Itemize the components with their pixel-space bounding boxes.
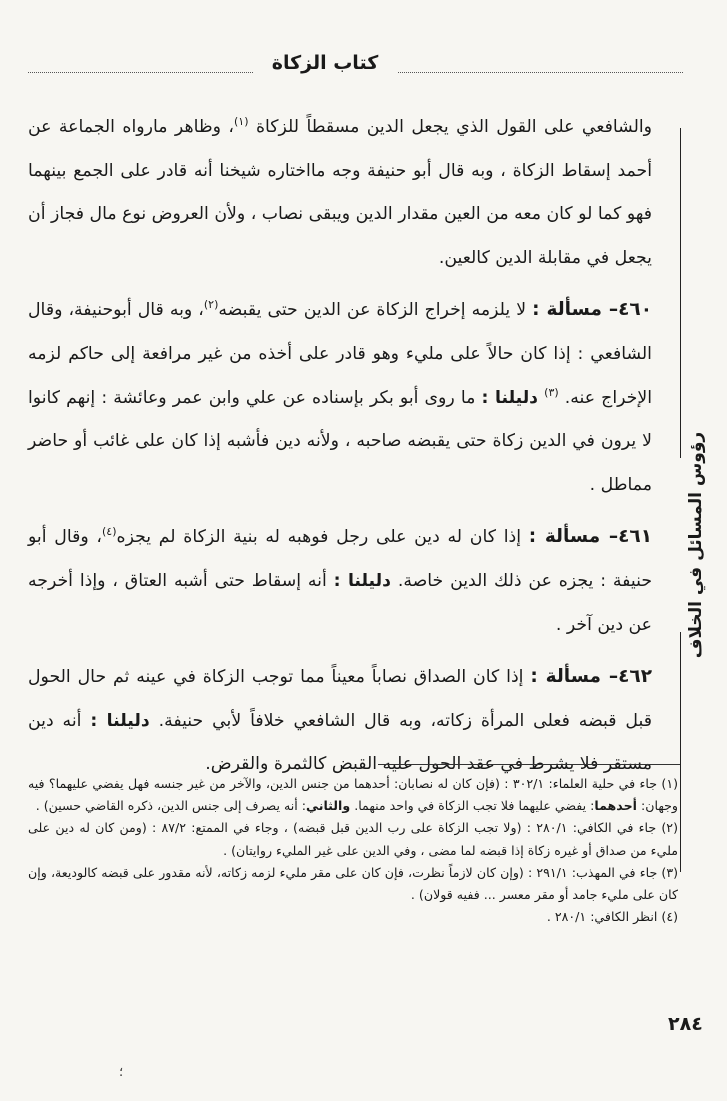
main-text xyxy=(28,106,652,787)
intro-text-b: ، وظاهر مارواه الجماعة عن أحمد إسقاط الزكاة ، وبه قال أبو حنيفة وجه مااختاره شيخنا أنه قادر على الجمع بينهما فهو كما لو كان معه من العين مقدار الدين ويبقى نصاب ، ولأن العروض نوع مال فجاز أن يجعل في مقابلة الدين كالعين. xyxy=(28,117,652,268)
footnote-3 xyxy=(28,862,678,906)
running-head: كتاب الزكاة xyxy=(271,52,379,74)
issue-461 xyxy=(28,515,652,647)
header-rule-right xyxy=(398,72,683,73)
issue-label: – مسألة : xyxy=(530,666,619,688)
footnote-text: جاء في حلية العلماء: ٣٠٢/١ : (فإن كان له نصابان: أحدهما من جنس الدين، والآخر من غير جنسه فهل يفضي عليهما؟ فيه وجهان: xyxy=(28,776,678,814)
issue-text-a: إذا كان الصداق نصاباً معيناً مما توجب الزكاة في عينه ثم حال الحول قبل قبضه فعلى المرأة زكاته، وبه قال الشافعي خلافاً لأبي حنيفة. xyxy=(28,667,652,731)
footnote-bold: والثاني xyxy=(305,798,351,814)
intro-paragraph xyxy=(28,106,652,280)
issue-462 xyxy=(28,655,652,787)
issue-text-a: إذا كان له دين على رجل فوهبه له بنية الزكاة لم يجزه xyxy=(116,527,522,548)
issue-label: – مسألة : xyxy=(532,299,619,321)
evidence-label: دليلنا : xyxy=(481,387,539,408)
issue-label: – مسألة : xyxy=(528,526,619,548)
footnote-text: جاء في المهذب: ٢٩١/١ : (وإن كان لازماً نظرت، فإن كان على مقر مليء لزمه زكاته، لأنه مقدور على قبضه كالوديعة، وإن كان على مليء جامد أو مقر معسر ... ففيه قولان) . xyxy=(28,864,678,903)
stray-mark: ؛ xyxy=(119,1065,124,1080)
footnote-ref-2: (٢) xyxy=(203,298,219,312)
footnote-text: : أنه يصرف إلى جنس الدين، ذكره القاضي حسين) . xyxy=(35,798,306,814)
issue-number: ٤٦١ xyxy=(618,526,653,548)
footnote-bold: أحدهما xyxy=(594,798,637,814)
issue-text-c: أنه دين مستقر فلا يشرط في عقد الحول عليه القبض كالثمرة والقرض. xyxy=(28,710,652,775)
footnote-ref-1: (١) xyxy=(233,115,249,129)
footnote-separator xyxy=(378,764,680,765)
footnote-ref-3: (٣) xyxy=(544,385,559,399)
footnote-text: وجاء في الممتع: ٨٧/٢ : (ومن كان له دين على مليء من صداق أو غيره زكاة إذا قبضه لما مضى ، وفي الدين على غير المليء روايتان) . xyxy=(28,820,678,858)
footnote-text: : يفضي عليهما فلا تجب الزكاة في واحد منهما. xyxy=(354,798,595,814)
page-number: ٢٨٤ xyxy=(668,1013,703,1035)
issue-460 xyxy=(28,288,652,507)
issue-text-a: لا يلزمه إخراج الزكاة عن الدين حتى يقبضه xyxy=(218,300,527,321)
issue-number: ٤٦٢ xyxy=(618,666,652,688)
footnote-number: (١) xyxy=(661,776,678,791)
footnote-text: انظر الكافي: ٢٨٠/١ . xyxy=(546,909,658,925)
header-rule-left xyxy=(28,72,253,73)
evidence-label: دليلنا : xyxy=(90,710,150,731)
issue-text-b: ، وبه قال أبوحنيفة، وقال الشافعي : إذا كان حالاً على مليء وهو قادر على أخذه من غير مرافعة إلى حاكم لزمه الإخراج عنه. xyxy=(28,300,652,408)
evidence-label: دليلنا : xyxy=(333,570,391,591)
issue-text-c: ما روى أبو بكر بإسناده عن علي وابن عمر وعائشة : إنهم كانوا لا يرون في الدين زكاة حتى يقبضه صاحبه ، ولأنه دين فأشبه إذا كان على غائب أو حاضر مماطل . xyxy=(28,387,652,495)
footnote-number: (٤) xyxy=(661,909,678,925)
issue-text-c: أنه إسقاط حتى أشبه العتاق ، وإذا أخرجه عن دين آخر . xyxy=(28,570,652,635)
footnote-2 xyxy=(28,817,678,861)
footnote-1 xyxy=(28,773,678,817)
side-rule-top xyxy=(680,128,681,458)
footnote-4 xyxy=(28,906,678,928)
footnote-ref-4: (٤) xyxy=(102,525,117,539)
issue-text-b: ، وقال أبو حنيفة : يجزه عن ذلك الدين خاصة. xyxy=(28,527,653,591)
footnote-text: جاء في الكافي: ٢٨٠/١ : (ولا تجب الزكاة على رب الدين قبل قبضه) ، xyxy=(283,820,657,836)
footnote-number: (٢) xyxy=(661,820,678,836)
side-rule-bottom xyxy=(680,632,681,872)
issue-number: ٤٦٠ xyxy=(618,299,652,321)
footnotes xyxy=(28,773,678,928)
side-book-title: رؤوس المسائل في الخلاف xyxy=(686,431,706,659)
intro-text-a: والشافعي على القول الذي يجعل الدين مسقطاً للزكاة xyxy=(255,117,652,137)
footnote-number: (٣) xyxy=(661,864,678,880)
